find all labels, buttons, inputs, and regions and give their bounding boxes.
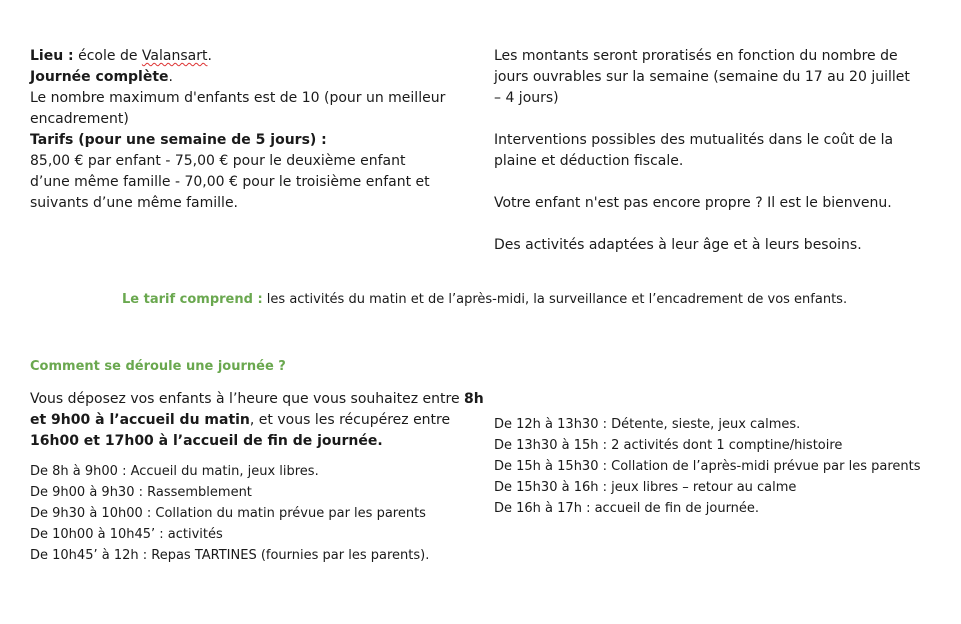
lieu-end: .	[207, 48, 212, 64]
activites-line: Des activités adaptées à leur âge et à leurs besoins.	[494, 237, 862, 253]
tarifs-line-3: suivants d’une même famille.	[30, 195, 239, 211]
schedule-item: De 16h à 17h : accueil de fin de journée.	[494, 501, 760, 516]
spacer	[494, 109, 934, 130]
intro-line-3	[30, 431, 470, 452]
spacer	[494, 172, 934, 193]
notes-block	[494, 46, 934, 256]
spacer	[494, 214, 934, 235]
lieu-value: école de	[78, 48, 138, 64]
proratise-line-3: – 4 jours)	[494, 90, 559, 106]
intro-b: 8h	[464, 391, 484, 407]
tarif-comprend	[122, 290, 847, 310]
journee-complete: Journée complète	[30, 69, 169, 85]
info-block	[30, 46, 470, 214]
schedule-item: De 13h30 à 15h : 2 activités dont 1 comptine/histoire	[494, 438, 843, 453]
mutualites-line-2: plaine et déduction fiscale.	[494, 153, 684, 169]
schedule-item: De 9h00 à 9h30 : Rassemblement	[30, 485, 252, 500]
schedule-item: De 9h30 à 10h00 : Collation du matin prévue par les parents	[30, 506, 426, 521]
intro-f: .	[377, 433, 383, 449]
intro-a: Vous déposez vos enfants à l’heure que vous souhaitez entre	[30, 391, 465, 407]
schedule-item: De 10h00 à 10h45’ : activités	[30, 527, 223, 542]
intro-d: , et vous les récupérez entre	[249, 412, 451, 428]
lieu-line	[30, 46, 470, 67]
intro-line-2	[30, 410, 470, 431]
schedule-afternoon	[494, 414, 920, 519]
lieu-place: Valansart	[141, 48, 208, 64]
proratise-line-2: jours ouvrables sur la semaine (semaine du 17 au 20 juillet	[494, 69, 910, 85]
max-enfants-2: encadrement)	[30, 111, 129, 127]
journee-intro	[30, 389, 484, 452]
tarif-comprend-text: les activités du matin et de l’après-midi, la surveillance et l’encadrement de vos enfants.	[262, 292, 848, 307]
schedule-item: De 8h à 9h00 : Accueil du matin, jeux libres.	[30, 464, 319, 479]
schedule-item: De 15h à 15h30 : Collation de l’après-midi prévue par les parents	[494, 459, 921, 474]
max-enfants-1: Le nombre maximum d'enfants est de 10 (pour un meilleur	[30, 90, 446, 106]
schedule-item: De 15h30 à 16h : jeux libres – retour au calme	[494, 480, 797, 495]
journee-complete-dot: .	[168, 69, 173, 85]
tarifs-line-1: 85,00 € par enfant - 75,00 € pour le deuxième enfant	[30, 153, 406, 169]
tarifs-heading: Tarifs (pour une semaine de 5 jours) :	[30, 132, 327, 148]
journee-complete-line	[30, 67, 470, 88]
journee-heading: Comment se déroule une journée ?	[30, 359, 286, 374]
schedule-item: De 12h à 13h30 : Détente, sieste, jeux calmes.	[494, 417, 801, 432]
proratise-line-1: Les montants seront proratisés en fonction du nombre de	[494, 48, 898, 64]
mutualites-line-1: Interventions possibles des mutualités dans le coût de la	[494, 132, 894, 148]
tarifs-line-2: d’une même famille - 70,00 € pour le troisième enfant et	[30, 174, 430, 190]
propre-line: Votre enfant n'est pas encore propre ? Il est le bienvenu.	[494, 195, 892, 211]
intro-line-1	[30, 389, 484, 410]
tarif-comprend-label: Le tarif comprend :	[122, 292, 263, 307]
schedule-morning	[30, 461, 429, 566]
intro-c: et 9h00 à l’accueil du matin	[30, 412, 250, 428]
lieu-label: Lieu :	[30, 48, 74, 64]
intro-e: 16h00 et 17h00 à l’accueil de fin de journée	[30, 433, 378, 449]
schedule-item: De 10h45’ à 12h : Repas TARTINES (fournies par les parents).	[30, 548, 430, 563]
